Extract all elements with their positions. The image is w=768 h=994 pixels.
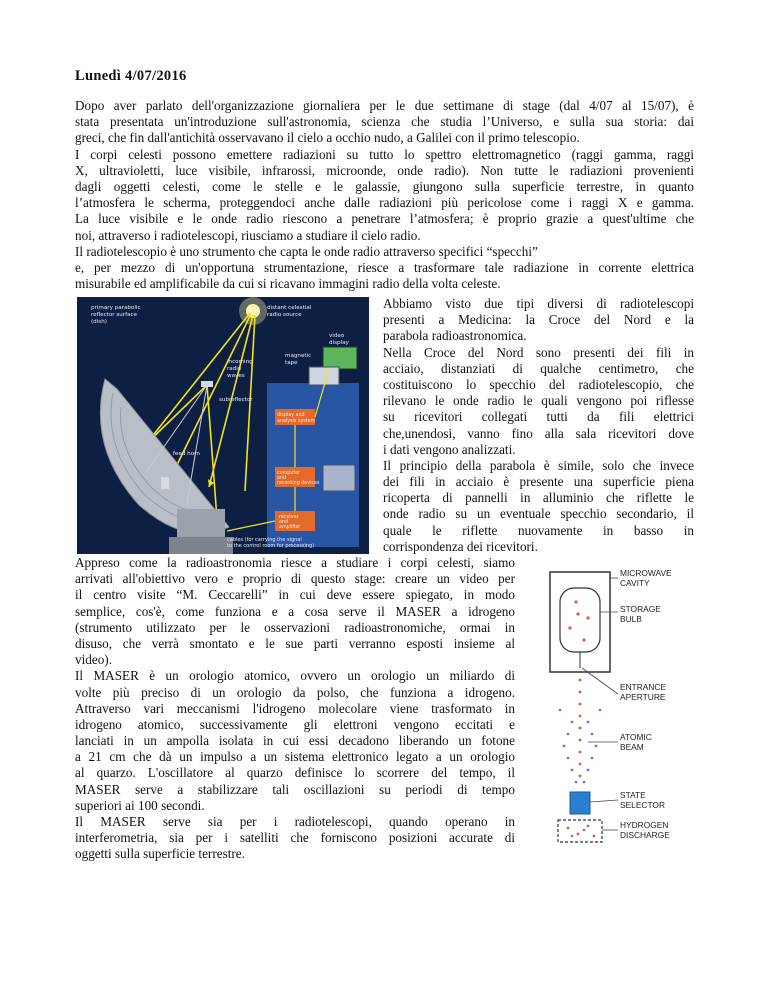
text-line: presenti a Medicina: la Croce del Nord e la [383, 312, 694, 328]
hydrogen-discharge [558, 820, 602, 842]
text-line: Appreso come la radioastronomia riesce a studiare i corpi celesti, siamo [75, 555, 515, 570]
text-line: lanciati in un ampolla isolata in cui essi decadono liberando un fotone [75, 733, 515, 749]
text-line: corrispondenza dei ricevitori. [383, 538, 538, 554]
subreflector-icon [201, 381, 213, 387]
text-line: Il radiotelescopio è uno strumento che capta le onde radio attraverso specifici “specchi” [75, 243, 538, 259]
text-line: disuso, che verrà smontato e le sue parti verranno esposti insieme al [75, 635, 515, 651]
text-line: a 21 cm che dà un impulso a un sistema elettronico legato a un orologio [75, 749, 515, 765]
text-line: parabola radioastronomica. [383, 328, 527, 344]
svg-text:recording devices: recording devices [277, 481, 320, 486]
text-line: Il MASER serve sia per i radiotelescopi, quando operano in [75, 814, 515, 829]
text-line: idrogeno atomico, successivamente gli elettroni vengono eccitati e [75, 716, 515, 732]
label-receiver-box: receiver [279, 515, 299, 520]
label-computer-box: computer [277, 471, 301, 476]
text-line: X, ultravioletti, luce visibile, infrarossi, microonde, onde radio). Non tutte le radiazioni provenienti [75, 162, 694, 178]
svg-text:display: display [329, 340, 349, 346]
label-cavity: MICROWAVE [620, 568, 672, 578]
text-line: video). [75, 652, 112, 668]
text-line: rilevano le onde radio le quali vengono poi riflesse [383, 393, 694, 409]
radio-telescope-svg [77, 297, 369, 554]
label-selector: STATE [620, 790, 646, 800]
text-line: quale le riflette nuovamente in basso in [383, 522, 694, 538]
text-line: stata presentata un'introduzione sull'astronomia, scienza che studia l’Universo, e sulla sua storia: dai [75, 114, 694, 130]
text-line: che,unendosi, vanno fino alla sala ricevitori dove [383, 425, 694, 441]
text-line: dagli oggetti celesti, come le stelle e le galassie, giungono sulla superficie terrestre, in quanto [75, 178, 694, 194]
text-line: (strumento utilizzato per le osservazioni radioastronomiche, ormai in [75, 619, 515, 635]
label-display-box: display and [277, 413, 305, 418]
text-line: Attraverso vari meccanismi l'idrogeno molecolare viene trasformato in [75, 700, 515, 716]
svg-text:waves: waves [227, 373, 245, 379]
text-line: dei fili in acciaio è presente una superficie piena [383, 474, 694, 490]
text-line: semplice, cos'è, come funziona e a cosa serve il MASER a idrogeno [75, 603, 515, 619]
text-line: greci, che fin dall'antichità osservavano il cielo a occhio nudo, a Galilei con il primo telescopio. [75, 130, 580, 146]
svg-text:DISCHARGE: DISCHARGE [620, 830, 670, 840]
text-line: interferometria, sia per i satelliti che forniscono posizioni accurate di [75, 830, 515, 846]
text-line: i dati vengono analizzati. [383, 441, 516, 457]
maser-diagram [548, 562, 698, 852]
svg-text:SELECTOR: SELECTOR [620, 800, 665, 810]
right-column-text [383, 296, 694, 555]
svg-text:radio: radio [227, 366, 242, 372]
svg-text:and: and [277, 476, 287, 481]
text-line: e, per mezzo di un'opportuna strumentazione, riesce a trasformare tale radiazione in corrente elettrica [75, 259, 694, 275]
radio-telescope-diagram [77, 297, 369, 554]
svg-text:and: and [279, 520, 289, 525]
storage-bulb [560, 588, 600, 652]
text-line: noi, attraverso i radiotelescopi, riusciamo a studiare il cielo radio. [75, 227, 421, 243]
label-magnetic-tape: magnetic [285, 353, 312, 359]
text-line: Nella Croce del Nord sono presenti dei fili in [383, 344, 694, 360]
text-line: volte più preciso di un orologio da polso, che funziona a idrogeno. [75, 684, 515, 700]
svg-text:APERTURE: APERTURE [620, 692, 666, 702]
state-selector [570, 792, 590, 814]
maser-svg [548, 562, 698, 852]
label-aperture: ENTRANCE [620, 682, 667, 692]
text-line: Il principio della parabola è simile, solo che invece [383, 457, 694, 473]
svg-text:BULB: BULB [620, 614, 642, 624]
text-line: misurabile ed amplificabile da cui si ricavano immagini radio della volta celeste. [75, 276, 501, 292]
label-discharge: HYDROGEN [620, 820, 669, 830]
text-line: arrivati all'obiettivo vero e proprio di questo stage: creare un video per [75, 571, 515, 587]
maser-text [75, 555, 515, 863]
text-line: superiori ai 100 secondi. [75, 797, 205, 813]
text-line: costituiscono lo specchio del radiotelescopio, che [383, 376, 694, 392]
text-line: oggetti sulla superficie terrestre. [75, 846, 245, 862]
label-subreflector: subreflector [219, 397, 253, 403]
svg-text:amplifier: amplifier [279, 525, 301, 530]
text-line: onde radio su un eventuale specchio secondario, il [383, 506, 694, 522]
svg-text:(dish): (dish) [91, 319, 107, 325]
svg-text:to the control room for proces: to the control room for processing) [227, 543, 315, 549]
label-feed-horn: feed horn [173, 451, 200, 457]
page-date-heading: Lunedì 4/07/2016 [75, 68, 187, 84]
text-line: il centro visite “M. Ceccarelli” in cui deve essere spiegato, in modo [75, 587, 515, 603]
svg-text:radio source: radio source [267, 312, 302, 318]
label-beam: ATOMIC [620, 732, 652, 742]
text-line: La luce visibile e le onde radio riescono a penetrare l’atmosfera; è proprio grazie a quest'ultime che [75, 211, 694, 227]
label-radio-source: distant celestial [267, 305, 312, 311]
svg-text:tape: tape [285, 360, 298, 366]
label-primary-reflector: primary parabolic [91, 305, 141, 311]
label-incoming-waves: incoming [227, 359, 253, 365]
text-line: ricoperta di pannelli in alluminio che riflette le [383, 490, 694, 506]
text-line: I corpi celesti possono emettere radiazioni su tutto lo spettro elettromagnetico (raggi gamma, raggi [75, 146, 694, 162]
magnetic-tape-icon [309, 367, 339, 385]
text-line: l’atmosfera le scherma, proteggendoci anche dalle radiazioni più pericolose come i raggi X e gamma. [75, 195, 694, 211]
text-line: MASER serve a stabilizzare tali oscillazioni su periodi di tempo [75, 781, 515, 797]
text-line: su ricevitori collegati tutti da fili elettrici [383, 409, 694, 425]
svg-text:analysis system: analysis system [277, 419, 316, 424]
text-line: Il MASER è un orologio atomico, ovvero un orologio un miliardo di [75, 668, 515, 684]
feed-horn-icon [161, 477, 169, 489]
text-line: Dopo aver parlato dell'organizzazione giornaliera per le due settimane di stage (dal 4/07 al 15/07), è [75, 98, 694, 113]
label-video-display: video [329, 333, 345, 339]
video-display-icon [323, 347, 357, 369]
intro-text [75, 98, 694, 292]
atomic-beam [559, 679, 602, 784]
text-line: acciaio, distanziati di qualche centimetro, che [383, 360, 694, 376]
text-line: Abbiamo visto due tipi diversi di radiotelescopi [383, 296, 694, 311]
svg-text:CAVITY: CAVITY [620, 578, 650, 588]
text-line: al quarzo. L'oscillatore al quarzo definisce lo scorrere del tempo, il [75, 765, 515, 781]
label-bulb: STORAGE [620, 604, 661, 614]
svg-text:reflector surface: reflector surface [91, 312, 138, 318]
svg-text:BEAM: BEAM [620, 742, 644, 752]
label-cables: cables (for carrying the signal [227, 537, 302, 543]
